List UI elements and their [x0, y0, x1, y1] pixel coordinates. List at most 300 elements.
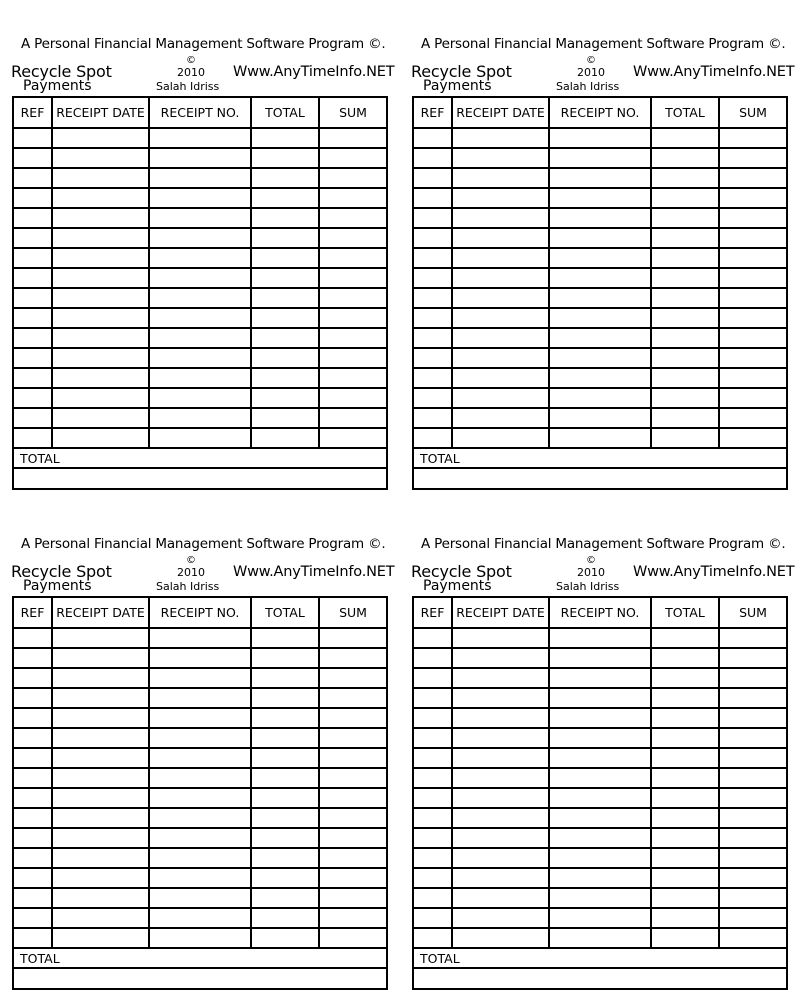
- receipt-date-cell[interactable]: [453, 649, 550, 667]
- total-cell[interactable]: [252, 889, 320, 907]
- ref-cell[interactable]: [414, 649, 453, 667]
- receipt-no-cell[interactable]: [550, 649, 652, 667]
- sum-cell[interactable]: [320, 329, 386, 347]
- sum-cell[interactable]: [320, 629, 386, 647]
- sum-cell[interactable]: [720, 369, 786, 387]
- ref-cell[interactable]: [14, 349, 53, 367]
- total-cell[interactable]: [252, 249, 320, 267]
- ref-cell[interactable]: [14, 289, 53, 307]
- receipt-no-cell[interactable]: [150, 129, 252, 147]
- total-cell[interactable]: [252, 729, 320, 747]
- ref-cell[interactable]: [414, 889, 453, 907]
- receipt-date-cell[interactable]: [453, 369, 550, 387]
- total-cell[interactable]: [652, 709, 720, 727]
- total-cell[interactable]: [652, 789, 720, 807]
- receipt-date-cell[interactable]: [53, 269, 150, 287]
- ref-cell[interactable]: [14, 389, 53, 407]
- website-link[interactable]: Www.AnyTimeInfo.NET: [633, 64, 795, 80]
- receipt-date-cell[interactable]: [453, 229, 550, 247]
- ref-cell[interactable]: [14, 429, 53, 447]
- total-cell[interactable]: [252, 149, 320, 167]
- receipt-no-cell[interactable]: [550, 689, 652, 707]
- total-cell[interactable]: [652, 249, 720, 267]
- receipt-no-cell[interactable]: [550, 309, 652, 327]
- ref-cell[interactable]: [14, 309, 53, 327]
- receipt-date-cell[interactable]: [53, 369, 150, 387]
- total-cell[interactable]: [652, 829, 720, 847]
- receipt-date-cell[interactable]: [453, 909, 550, 927]
- sum-cell[interactable]: [320, 129, 386, 147]
- receipt-date-cell[interactable]: [453, 129, 550, 147]
- total-cell[interactable]: [252, 329, 320, 347]
- sum-cell[interactable]: [320, 889, 386, 907]
- sum-cell[interactable]: [320, 169, 386, 187]
- receipt-date-cell[interactable]: [53, 329, 150, 347]
- receipt-no-cell[interactable]: [150, 409, 252, 427]
- total-cell[interactable]: [652, 889, 720, 907]
- total-cell[interactable]: [652, 129, 720, 147]
- ref-cell[interactable]: [14, 929, 53, 947]
- receipt-no-cell[interactable]: [150, 789, 252, 807]
- receipt-date-cell[interactable]: [453, 309, 550, 327]
- receipt-date-cell[interactable]: [53, 409, 150, 427]
- sum-cell[interactable]: [320, 749, 386, 767]
- ref-cell[interactable]: [414, 329, 453, 347]
- sum-cell[interactable]: [320, 409, 386, 427]
- receipt-date-cell[interactable]: [453, 869, 550, 887]
- total-value-field[interactable]: [14, 469, 386, 488]
- receipt-no-cell[interactable]: [550, 189, 652, 207]
- receipt-date-cell[interactable]: [53, 189, 150, 207]
- receipt-date-cell[interactable]: [453, 809, 550, 827]
- ref-cell[interactable]: [414, 749, 453, 767]
- sum-cell[interactable]: [320, 669, 386, 687]
- sum-cell[interactable]: [320, 709, 386, 727]
- receipt-date-cell[interactable]: [453, 889, 550, 907]
- ref-cell[interactable]: [414, 189, 453, 207]
- sum-cell[interactable]: [320, 909, 386, 927]
- ref-cell[interactable]: [414, 129, 453, 147]
- total-cell[interactable]: [652, 649, 720, 667]
- ref-cell[interactable]: [14, 849, 53, 867]
- sum-cell[interactable]: [320, 369, 386, 387]
- receipt-date-cell[interactable]: [453, 249, 550, 267]
- total-cell[interactable]: [652, 929, 720, 947]
- receipt-no-cell[interactable]: [150, 229, 252, 247]
- sum-cell[interactable]: [720, 649, 786, 667]
- receipt-no-cell[interactable]: [550, 389, 652, 407]
- ref-cell[interactable]: [414, 809, 453, 827]
- total-cell[interactable]: [252, 409, 320, 427]
- receipt-date-cell[interactable]: [53, 229, 150, 247]
- total-cell[interactable]: [652, 849, 720, 867]
- sum-cell[interactable]: [320, 869, 386, 887]
- total-cell[interactable]: [252, 229, 320, 247]
- receipt-date-cell[interactable]: [53, 809, 150, 827]
- receipt-no-cell[interactable]: [150, 649, 252, 667]
- ref-cell[interactable]: [14, 189, 53, 207]
- ref-cell[interactable]: [414, 909, 453, 927]
- total-cell[interactable]: [652, 269, 720, 287]
- sum-cell[interactable]: [320, 689, 386, 707]
- sum-cell[interactable]: [320, 189, 386, 207]
- receipt-no-cell[interactable]: [550, 349, 652, 367]
- total-cell[interactable]: [252, 169, 320, 187]
- receipt-no-cell[interactable]: [550, 769, 652, 787]
- total-value-field[interactable]: [14, 969, 386, 988]
- total-cell[interactable]: [652, 389, 720, 407]
- receipt-date-cell[interactable]: [53, 829, 150, 847]
- ref-cell[interactable]: [414, 669, 453, 687]
- total-cell[interactable]: [252, 749, 320, 767]
- receipt-date-cell[interactable]: [53, 249, 150, 267]
- ref-cell[interactable]: [14, 749, 53, 767]
- ref-cell[interactable]: [14, 649, 53, 667]
- receipt-date-cell[interactable]: [53, 869, 150, 887]
- ref-cell[interactable]: [14, 869, 53, 887]
- total-cell[interactable]: [652, 669, 720, 687]
- sum-cell[interactable]: [320, 789, 386, 807]
- ref-cell[interactable]: [14, 909, 53, 927]
- sum-cell[interactable]: [720, 409, 786, 427]
- receipt-date-cell[interactable]: [53, 169, 150, 187]
- total-cell[interactable]: [652, 349, 720, 367]
- total-cell[interactable]: [652, 149, 720, 167]
- sum-cell[interactable]: [320, 149, 386, 167]
- sum-cell[interactable]: [720, 869, 786, 887]
- ref-cell[interactable]: [14, 229, 53, 247]
- sum-cell[interactable]: [320, 829, 386, 847]
- receipt-no-cell[interactable]: [150, 269, 252, 287]
- receipt-date-cell[interactable]: [453, 329, 550, 347]
- receipt-date-cell[interactable]: [453, 629, 550, 647]
- receipt-no-cell[interactable]: [550, 329, 652, 347]
- total-cell[interactable]: [252, 189, 320, 207]
- ref-cell[interactable]: [14, 329, 53, 347]
- ref-cell[interactable]: [414, 409, 453, 427]
- sum-cell[interactable]: [720, 129, 786, 147]
- sum-cell[interactable]: [720, 729, 786, 747]
- receipt-date-cell[interactable]: [53, 149, 150, 167]
- ref-cell[interactable]: [414, 209, 453, 227]
- receipt-no-cell[interactable]: [550, 149, 652, 167]
- total-cell[interactable]: [252, 789, 320, 807]
- receipt-date-cell[interactable]: [53, 669, 150, 687]
- total-cell[interactable]: [652, 309, 720, 327]
- receipt-no-cell[interactable]: [550, 889, 652, 907]
- sum-cell[interactable]: [720, 249, 786, 267]
- sum-cell[interactable]: [720, 889, 786, 907]
- sum-cell[interactable]: [720, 169, 786, 187]
- total-cell[interactable]: [252, 849, 320, 867]
- receipt-date-cell[interactable]: [453, 749, 550, 767]
- sum-cell[interactable]: [320, 809, 386, 827]
- sum-cell[interactable]: [720, 809, 786, 827]
- ref-cell[interactable]: [14, 409, 53, 427]
- receipt-date-cell[interactable]: [53, 209, 150, 227]
- receipt-date-cell[interactable]: [453, 689, 550, 707]
- receipt-no-cell[interactable]: [550, 849, 652, 867]
- receipt-no-cell[interactable]: [550, 429, 652, 447]
- receipt-no-cell[interactable]: [150, 849, 252, 867]
- receipt-no-cell[interactable]: [550, 869, 652, 887]
- receipt-date-cell[interactable]: [53, 929, 150, 947]
- sum-cell[interactable]: [720, 389, 786, 407]
- sum-cell[interactable]: [320, 649, 386, 667]
- total-cell[interactable]: [252, 689, 320, 707]
- ref-cell[interactable]: [14, 669, 53, 687]
- sum-cell[interactable]: [320, 729, 386, 747]
- total-cell[interactable]: [652, 689, 720, 707]
- total-cell[interactable]: [652, 869, 720, 887]
- ref-cell[interactable]: [414, 369, 453, 387]
- receipt-no-cell[interactable]: [150, 209, 252, 227]
- sum-cell[interactable]: [320, 309, 386, 327]
- ref-cell[interactable]: [414, 789, 453, 807]
- receipt-no-cell[interactable]: [550, 729, 652, 747]
- receipt-date-cell[interactable]: [53, 289, 150, 307]
- sum-cell[interactable]: [320, 269, 386, 287]
- receipt-no-cell[interactable]: [550, 129, 652, 147]
- ref-cell[interactable]: [14, 369, 53, 387]
- ref-cell[interactable]: [14, 629, 53, 647]
- ref-cell[interactable]: [414, 689, 453, 707]
- ref-cell[interactable]: [414, 729, 453, 747]
- sum-cell[interactable]: [320, 249, 386, 267]
- receipt-date-cell[interactable]: [53, 729, 150, 747]
- receipt-no-cell[interactable]: [150, 289, 252, 307]
- receipt-no-cell[interactable]: [150, 829, 252, 847]
- ref-cell[interactable]: [414, 769, 453, 787]
- sum-cell[interactable]: [320, 289, 386, 307]
- sum-cell[interactable]: [720, 329, 786, 347]
- receipt-no-cell[interactable]: [150, 349, 252, 367]
- total-cell[interactable]: [652, 329, 720, 347]
- total-cell[interactable]: [252, 929, 320, 947]
- receipt-no-cell[interactable]: [150, 709, 252, 727]
- receipt-date-cell[interactable]: [53, 309, 150, 327]
- ref-cell[interactable]: [414, 269, 453, 287]
- receipt-no-cell[interactable]: [150, 929, 252, 947]
- receipt-no-cell[interactable]: [550, 669, 652, 687]
- ref-cell[interactable]: [14, 729, 53, 747]
- receipt-date-cell[interactable]: [453, 669, 550, 687]
- sum-cell[interactable]: [720, 269, 786, 287]
- receipt-date-cell[interactable]: [453, 289, 550, 307]
- receipt-date-cell[interactable]: [53, 909, 150, 927]
- total-cell[interactable]: [252, 629, 320, 647]
- ref-cell[interactable]: [414, 229, 453, 247]
- total-cell[interactable]: [252, 269, 320, 287]
- total-cell[interactable]: [252, 809, 320, 827]
- total-cell[interactable]: [652, 769, 720, 787]
- total-cell[interactable]: [252, 669, 320, 687]
- ref-cell[interactable]: [14, 249, 53, 267]
- ref-cell[interactable]: [414, 149, 453, 167]
- receipt-date-cell[interactable]: [453, 189, 550, 207]
- ref-cell[interactable]: [14, 149, 53, 167]
- receipt-no-cell[interactable]: [150, 429, 252, 447]
- ref-cell[interactable]: [14, 709, 53, 727]
- receipt-no-cell[interactable]: [550, 809, 652, 827]
- website-link[interactable]: Www.AnyTimeInfo.NET: [633, 564, 795, 580]
- website-link[interactable]: Www.AnyTimeInfo.NET: [233, 64, 395, 80]
- receipt-no-cell[interactable]: [550, 289, 652, 307]
- sum-cell[interactable]: [720, 689, 786, 707]
- receipt-date-cell[interactable]: [53, 789, 150, 807]
- receipt-no-cell[interactable]: [150, 809, 252, 827]
- sum-cell[interactable]: [720, 749, 786, 767]
- receipt-date-cell[interactable]: [453, 349, 550, 367]
- ref-cell[interactable]: [14, 789, 53, 807]
- total-cell[interactable]: [652, 189, 720, 207]
- total-cell[interactable]: [252, 309, 320, 327]
- sum-cell[interactable]: [720, 769, 786, 787]
- sum-cell[interactable]: [720, 909, 786, 927]
- ref-cell[interactable]: [14, 809, 53, 827]
- total-cell[interactable]: [652, 909, 720, 927]
- total-cell[interactable]: [652, 169, 720, 187]
- total-cell[interactable]: [252, 769, 320, 787]
- ref-cell[interactable]: [14, 689, 53, 707]
- ref-cell[interactable]: [14, 889, 53, 907]
- sum-cell[interactable]: [720, 149, 786, 167]
- receipt-date-cell[interactable]: [453, 269, 550, 287]
- sum-cell[interactable]: [720, 229, 786, 247]
- ref-cell[interactable]: [14, 129, 53, 147]
- receipt-date-cell[interactable]: [53, 129, 150, 147]
- receipt-no-cell[interactable]: [150, 749, 252, 767]
- receipt-no-cell[interactable]: [150, 689, 252, 707]
- ref-cell[interactable]: [414, 849, 453, 867]
- ref-cell[interactable]: [14, 209, 53, 227]
- ref-cell[interactable]: [14, 269, 53, 287]
- receipt-no-cell[interactable]: [550, 409, 652, 427]
- total-cell[interactable]: [652, 749, 720, 767]
- receipt-no-cell[interactable]: [150, 769, 252, 787]
- receipt-date-cell[interactable]: [53, 749, 150, 767]
- total-cell[interactable]: [652, 809, 720, 827]
- receipt-no-cell[interactable]: [550, 269, 652, 287]
- total-cell[interactable]: [652, 629, 720, 647]
- total-value-field[interactable]: [414, 469, 786, 488]
- sum-cell[interactable]: [720, 189, 786, 207]
- total-cell[interactable]: [252, 129, 320, 147]
- receipt-no-cell[interactable]: [550, 789, 652, 807]
- total-cell[interactable]: [652, 289, 720, 307]
- total-cell[interactable]: [652, 209, 720, 227]
- total-cell[interactable]: [652, 429, 720, 447]
- ref-cell[interactable]: [414, 309, 453, 327]
- receipt-no-cell[interactable]: [550, 909, 652, 927]
- sum-cell[interactable]: [720, 849, 786, 867]
- receipt-date-cell[interactable]: [53, 429, 150, 447]
- ref-cell[interactable]: [414, 169, 453, 187]
- total-cell[interactable]: [652, 369, 720, 387]
- sum-cell[interactable]: [720, 929, 786, 947]
- receipt-no-cell[interactable]: [150, 149, 252, 167]
- sum-cell[interactable]: [720, 829, 786, 847]
- total-cell[interactable]: [252, 869, 320, 887]
- receipt-no-cell[interactable]: [150, 329, 252, 347]
- total-cell[interactable]: [252, 649, 320, 667]
- receipt-no-cell[interactable]: [150, 729, 252, 747]
- receipt-date-cell[interactable]: [453, 849, 550, 867]
- receipt-no-cell[interactable]: [150, 369, 252, 387]
- ref-cell[interactable]: [414, 929, 453, 947]
- ref-cell[interactable]: [414, 709, 453, 727]
- receipt-date-cell[interactable]: [53, 769, 150, 787]
- ref-cell[interactable]: [414, 429, 453, 447]
- ref-cell[interactable]: [14, 169, 53, 187]
- sum-cell[interactable]: [720, 709, 786, 727]
- receipt-no-cell[interactable]: [150, 309, 252, 327]
- sum-cell[interactable]: [320, 769, 386, 787]
- receipt-no-cell[interactable]: [550, 249, 652, 267]
- total-cell[interactable]: [252, 369, 320, 387]
- ref-cell[interactable]: [414, 249, 453, 267]
- receipt-date-cell[interactable]: [453, 789, 550, 807]
- receipt-date-cell[interactable]: [453, 709, 550, 727]
- sum-cell[interactable]: [320, 349, 386, 367]
- receipt-date-cell[interactable]: [453, 169, 550, 187]
- sum-cell[interactable]: [320, 229, 386, 247]
- receipt-date-cell[interactable]: [53, 689, 150, 707]
- sum-cell[interactable]: [720, 309, 786, 327]
- ref-cell[interactable]: [414, 629, 453, 647]
- receipt-no-cell[interactable]: [550, 229, 652, 247]
- sum-cell[interactable]: [320, 929, 386, 947]
- receipt-date-cell[interactable]: [453, 729, 550, 747]
- receipt-no-cell[interactable]: [550, 829, 652, 847]
- total-cell[interactable]: [252, 289, 320, 307]
- receipt-date-cell[interactable]: [453, 929, 550, 947]
- receipt-date-cell[interactable]: [453, 829, 550, 847]
- receipt-no-cell[interactable]: [150, 669, 252, 687]
- sum-cell[interactable]: [720, 429, 786, 447]
- sum-cell[interactable]: [320, 389, 386, 407]
- ref-cell[interactable]: [14, 769, 53, 787]
- receipt-no-cell[interactable]: [150, 169, 252, 187]
- receipt-no-cell[interactable]: [550, 709, 652, 727]
- sum-cell[interactable]: [720, 209, 786, 227]
- ref-cell[interactable]: [414, 389, 453, 407]
- receipt-date-cell[interactable]: [53, 849, 150, 867]
- ref-cell[interactable]: [414, 349, 453, 367]
- sum-cell[interactable]: [320, 849, 386, 867]
- total-cell[interactable]: [652, 229, 720, 247]
- receipt-date-cell[interactable]: [53, 349, 150, 367]
- ref-cell[interactable]: [414, 289, 453, 307]
- website-link[interactable]: Www.AnyTimeInfo.NET: [233, 564, 395, 580]
- receipt-no-cell[interactable]: [150, 249, 252, 267]
- receipt-no-cell[interactable]: [550, 209, 652, 227]
- receipt-no-cell[interactable]: [550, 169, 652, 187]
- receipt-no-cell[interactable]: [150, 909, 252, 927]
- total-cell[interactable]: [252, 829, 320, 847]
- total-cell[interactable]: [252, 909, 320, 927]
- total-cell[interactable]: [252, 389, 320, 407]
- receipt-date-cell[interactable]: [53, 889, 150, 907]
- total-cell[interactable]: [252, 429, 320, 447]
- receipt-no-cell[interactable]: [150, 869, 252, 887]
- sum-cell[interactable]: [720, 289, 786, 307]
- receipt-date-cell[interactable]: [453, 429, 550, 447]
- sum-cell[interactable]: [720, 669, 786, 687]
- receipt-date-cell[interactable]: [53, 629, 150, 647]
- receipt-no-cell[interactable]: [550, 629, 652, 647]
- receipt-no-cell[interactable]: [550, 369, 652, 387]
